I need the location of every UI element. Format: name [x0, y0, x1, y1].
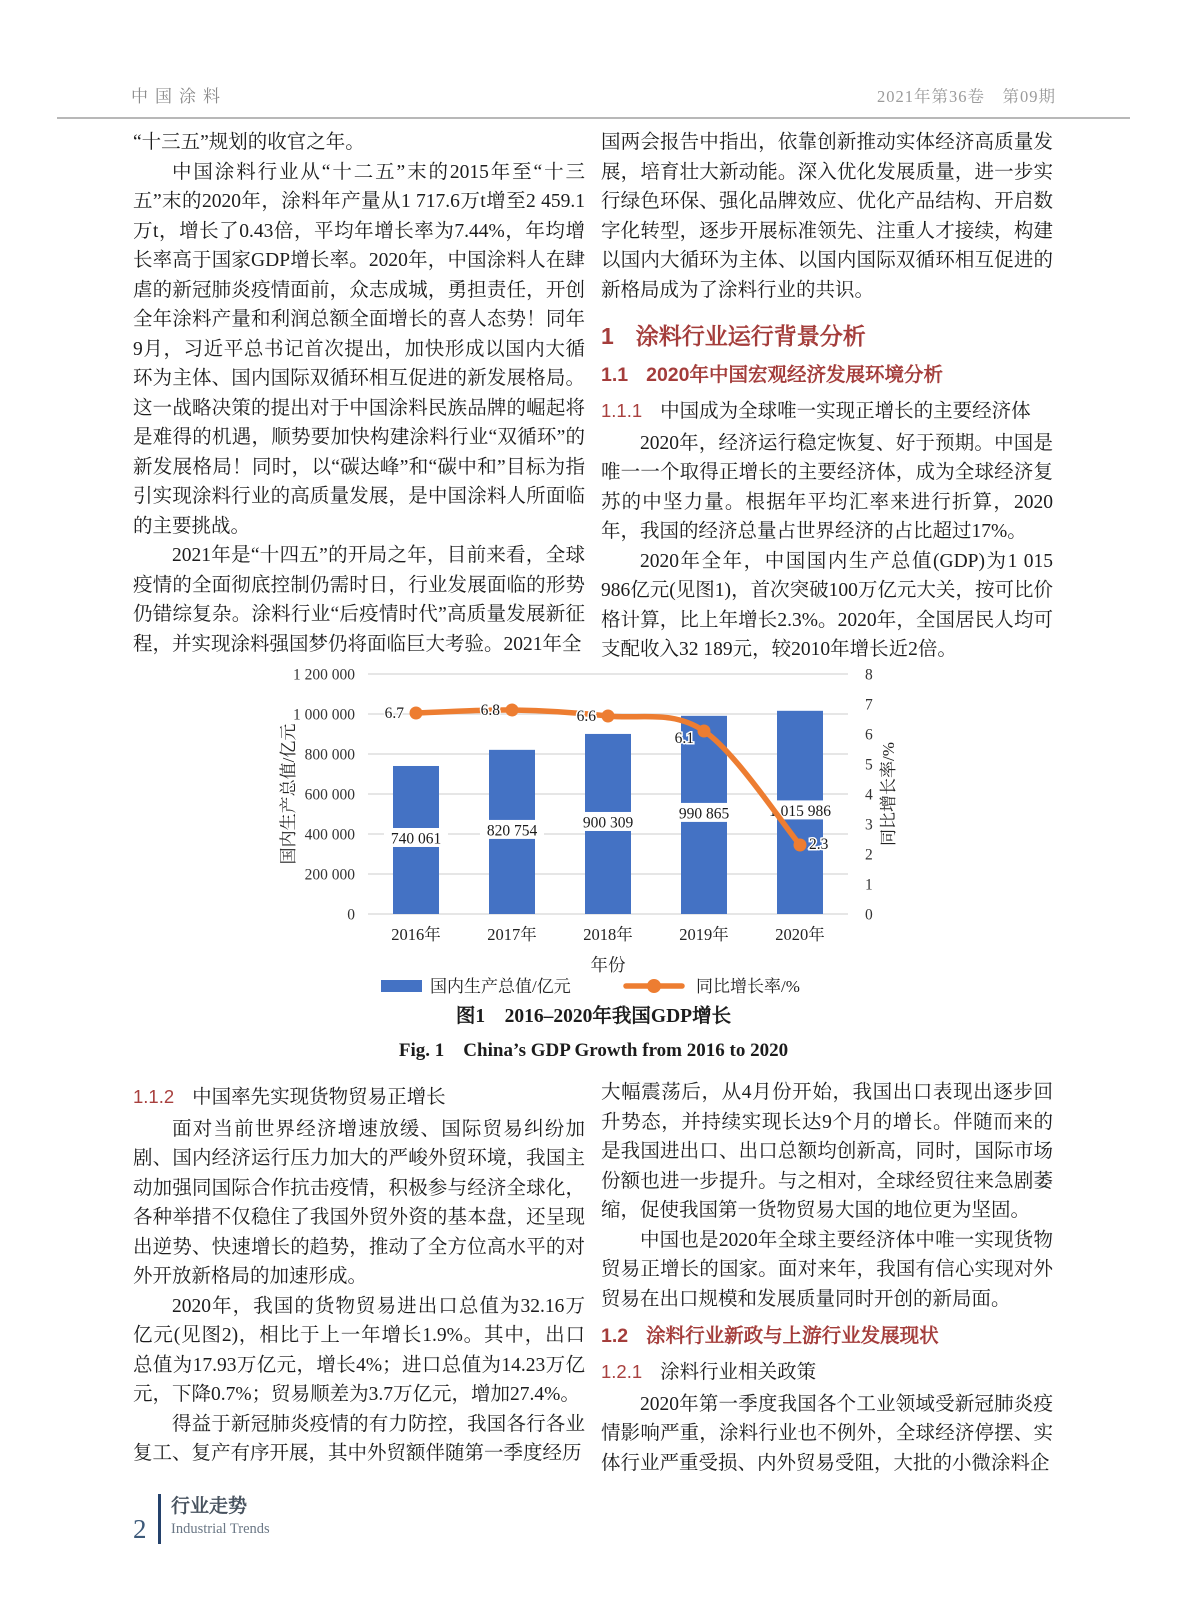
section-title: 2020年中国宏观经济发展环境分析	[646, 364, 943, 386]
svg-text:0: 0	[865, 906, 873, 924]
svg-text:2018年: 2018年	[583, 925, 633, 944]
svg-text:0: 0	[347, 906, 355, 924]
svg-text:5: 5	[865, 756, 873, 774]
section-heading-1-2-1	[601, 1357, 1053, 1388]
svg-text:2020年: 2020年	[775, 925, 825, 944]
paragraph: 2020年全年，中国国内生产总值(GDP)为1 015 986亿元(见图1)，首次突破100万亿元大关，按可比价格计算，比上年增长2.3%。2020年，全国居民人均可支配收入32 189元，较2010年增长近2倍。	[601, 550, 1053, 660]
svg-text:1 015 986: 1 015 986	[769, 802, 831, 820]
figure-caption-en: Fig. 1 China’s GDP Growth from 2016 to 2020	[398, 1040, 789, 1061]
section-heading-1-1-2	[133, 1082, 585, 1113]
section-title: 中国率先实现货物贸易正增长	[192, 1087, 446, 1108]
svg-text:6.8: 6.8	[480, 702, 500, 719]
svg-text:200 000: 200 000	[304, 866, 355, 884]
section-heading-1-2	[601, 1322, 1053, 1351]
svg-text:7: 7	[865, 696, 873, 714]
svg-text:2.3: 2.3	[809, 836, 829, 853]
paragraph: 2020年第一季度我国各个工业领域受新冠肺炎疫情影响严重，涂料行业也不例外，全球经济停摆、实体行业严重受损、内外贸易受阻，大批的小微涂料企	[601, 1393, 1053, 1474]
paragraph: 得益于新冠肺炎疫情的有力防控，我国各行各业复工、复产有序开展，其中外贸额伴随第一季度经历	[133, 1413, 585, 1464]
svg-text:国内生产总值/亿元: 国内生产总值/亿元	[279, 723, 298, 865]
figure-caption-zh: 图1 2016–2020年我国GDP增长	[455, 1006, 732, 1027]
svg-text:400 000: 400 000	[304, 826, 355, 844]
page-footer	[133, 1494, 270, 1544]
svg-text:1 000 000: 1 000 000	[293, 706, 355, 724]
svg-text:4: 4	[865, 786, 873, 804]
section-number: 1.2	[601, 1325, 629, 1347]
section-title: 涂料行业相关政策	[660, 1362, 817, 1383]
svg-text:同比增长率/%: 同比增长率/%	[879, 742, 898, 846]
section-title: 中国成为全球唯一实现正增长的主要经济体	[660, 401, 1031, 422]
left-column-bottom	[133, 1078, 585, 1469]
page-number: 2	[133, 1514, 147, 1544]
paragraph: 国两会报告中指出，依靠创新推动实体经济高质量发展，培育壮大新动能。深入优化发展质量，进一步实行绿色环保、强化品牌效应、优化产品结构、开启数字化转型，逐步开展标准领先、注重人才接续，构建以国内大循环为主体、以国内国际双循环相互促进的新格局成为了涂料行业的共识。	[601, 132, 1053, 301]
paragraph: 面对当前世界经济增速放缓、国际贸易纠纷加剧、国内经济运行压力加大的严峻外贸环境，我国主动加强同国际合作抗击疫情，积极参与经济全球化，各种举措不仅稳住了我国外贸外资的基本盘，还呈现出逆势、快速增长的趋势，推动了全方位高水平的对外开放新格局的加速形成。	[133, 1118, 585, 1287]
svg-text:6.7: 6.7	[384, 705, 404, 722]
svg-text:国内生产总值/亿元: 国内生产总值/亿元	[430, 977, 571, 996]
svg-text:900 309: 900 309	[582, 814, 634, 832]
section-number: 1.2.1	[601, 1361, 643, 1382]
svg-text:3: 3	[865, 816, 873, 834]
svg-text:1 200 000: 1 200 000	[293, 666, 355, 684]
section-number: 1	[601, 323, 614, 349]
section-heading-1	[601, 321, 1053, 351]
section-heading-1-1-1	[601, 396, 1053, 427]
svg-text:6: 6	[865, 726, 873, 744]
svg-text:600 000: 600 000	[304, 786, 355, 804]
svg-text:2: 2	[865, 846, 873, 864]
svg-text:820 754: 820 754	[486, 822, 538, 840]
footer-label-en: Industrial Trends	[171, 1521, 270, 1537]
svg-text:2016年: 2016年	[391, 925, 441, 944]
paragraph: 2020年，经济运行稳定恢复、好于预期。中国是唯一一个取得正增长的主要经济体，成为全球经济复苏的中坚力量。根据年平均汇率来进行折算，2020年，我国的经济总量占世界经济的占比超过17%。	[601, 432, 1053, 542]
page-header	[57, 82, 1130, 119]
svg-text:2017年: 2017年	[487, 925, 537, 944]
paragraph: “十三五”规划的收官之年。	[133, 132, 365, 153]
section-title: 涂料行业运行背景分析	[635, 323, 866, 349]
section-heading-1-1	[601, 361, 1053, 390]
left-column-top	[133, 128, 585, 659]
gdp-combo-chart	[268, 648, 1012, 1000]
svg-text:800 000: 800 000	[304, 746, 355, 764]
paragraph: 中国涂料行业从“十二五”末的2015年至“十三五”末的2020年，涂料年产量从1 717.6万t增至2 459.1万t，增长了0.43倍，平均年增长率为7.44%，年均增长率高于国家GDP增长率。2020年，中国涂料人在肆虐的新冠肺炎疫情面前，众志成城，勇担责任，开创全年涂料产量和利润总额全面增长的喜人态势！同年9月，习近平总书记首次提出，加快形成以国内大循环为主体、国内国际双循环相互促进的新发展格局。这一战略决策的提出对于中国涂料民族品牌的崛起将是难得的机遇，顺势要加快构建涂料行业“双循环”的新发展格局！同时，以“碳达峰”和“碳中和”目标为指引实现涂料行业的高质量发展，是中国涂料人所面临的主要挑战。	[133, 161, 585, 537]
figure-caption	[0, 1000, 1187, 1062]
gdp-chart-svg	[268, 648, 1012, 1000]
right-column-top	[601, 128, 1053, 665]
footer-label-zh: 行业走势	[171, 1496, 248, 1517]
footer-labels	[171, 1494, 270, 1544]
section-number: 1.1.1	[601, 400, 643, 421]
section-number: 1.1	[601, 364, 629, 386]
paragraph: 2020年，我国的货物贸易进出口总值为32.16万亿元(见图2)，相比于上一年增长1.9%。其中，出口总值为17.93万亿元，增长4%；进口总值为14.23万亿元，下降0.7%；贸易顺差为3.7万亿元，增加27.4%。	[133, 1295, 585, 1405]
paragraph: 2021年是“十四五”的开局之年，目前来看，全球疫情的全面彻底控制仍需时日，行业发展面临的形势仍错综复杂。涂料行业“后疫情时代”高质量发展新征程，并实现涂料强国梦仍将面临巨大考验。2021年全	[133, 545, 585, 655]
footer-divider	[158, 1494, 162, 1544]
svg-text:年份: 年份	[590, 955, 626, 975]
svg-text:8: 8	[865, 666, 873, 684]
svg-text:6.1: 6.1	[674, 730, 694, 747]
svg-text:2019年: 2019年	[679, 925, 729, 944]
issue-info: 2021年第36卷 第09期	[877, 87, 1056, 106]
right-column-bottom	[601, 1078, 1053, 1478]
paragraph: 大幅震荡后，从4月份开始，我国出口表现出逐步回升势态，并持续实现长达9个月的增长。伴随而来的是我国进出口、出口总额均创新高，同时，国际市场份额也进一步提升。与之相对，全球经贸往来急剧萎缩，促使我国第一货物贸易大国的地位更为坚固。	[601, 1082, 1053, 1221]
section-number: 1.1.2	[133, 1086, 175, 1107]
svg-text:990 865: 990 865	[678, 805, 730, 823]
section-title: 涂料行业新政与上游行业发展现状	[646, 1325, 939, 1347]
svg-text:1: 1	[865, 876, 873, 894]
svg-text:740 061: 740 061	[390, 830, 442, 848]
journal-name: 中国涂料	[131, 87, 227, 106]
svg-text:6.6: 6.6	[576, 708, 596, 725]
svg-text:同比增长率/%: 同比增长率/%	[696, 977, 800, 996]
paragraph: 中国也是2020年全球主要经济体中唯一实现货物贸易正增长的国家。面对来年，我国有信心实现对外贸易在出口规模和发展质量同时开创的新局面。	[601, 1229, 1053, 1310]
